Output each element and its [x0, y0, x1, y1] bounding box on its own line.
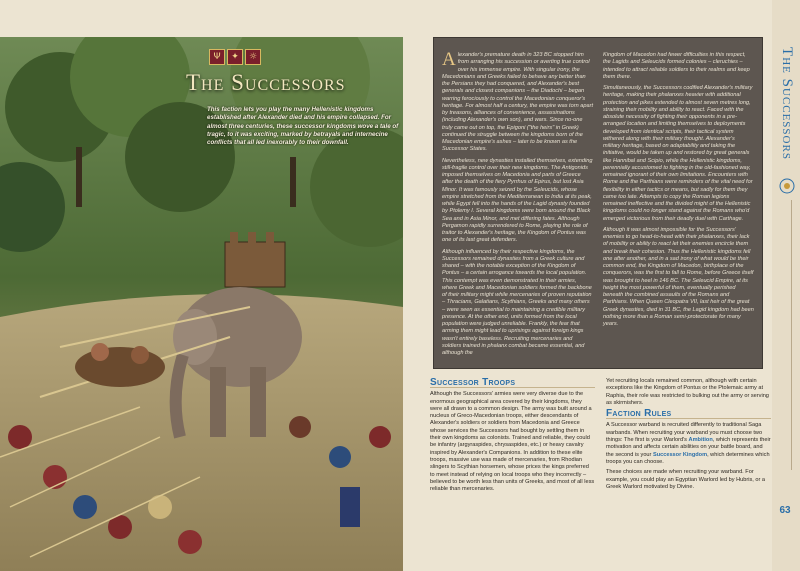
- history-paragraph: Kingdom of Macedon had fewer difficulties in this respect, the Lagids and Seleucids formed colonies – cleruchies – intended to attract reliable soldiers to their realms and keep them there.: [603, 52, 750, 80]
- history-column-right: [603, 52, 754, 361]
- sun-icon: ☼: [245, 49, 261, 65]
- ambition-term: Ambition: [688, 437, 713, 444]
- rules-intro: Yet recruiting locals remained common, although with certain exceptions like the Kingdom of Pontus or the Ptolemaic army at Raphia, their role was restricted to bulking out the army or serving as skirmishers.: [606, 378, 769, 406]
- history-panel: [433, 37, 763, 369]
- faction-emblems: [209, 49, 261, 65]
- history-column-left: [442, 49, 593, 361]
- intro-text: This faction lets you play the many Hellenistic kingdoms established after Alexander died and his empire collapsed. For almost three centuries, these successor kingdoms wove a tale of tragic, to it was exciting, marked by betrayals and internecine conflicts that all led inexorably to their downfall.: [207, 106, 399, 147]
- troops-section: [430, 379, 595, 496]
- rules-paragraph: A Successor warband is recruited differently to traditional Saga warbands. When recruiting your warband you must choose two things: The first is your Warlord's Ambition, which represents their motivation and affects certain abilities on your battle board, and the second is your Successor Kingdom, which determines which troops you can choose.: [606, 422, 771, 465]
- side-divider: [791, 200, 792, 470]
- history-paragraph: Although influenced by their respective kingdoms, the Successors remained dynasties from a Greek culture and shared – with the notable exception of the Kingdom of Pontus – a certain arrogance towards the local population. This contempt was even demonstrated in their armies, where Greek and Macedonian soldiers formed the backbone of their military might while mercenaries of proven reputation – Thracians, Galatians, Scythians, Greeks and many others – were seen as essential to maintaining a credible military presence. At the other end, units formed from the local population were judged unreliable. Frankly, the fear that arming them might lead to uprisings against foreign kings wasn't entirely baseless. Recruiting mercenaries and soldiers trained in phalanx combat became essential, and although the: [442, 248, 592, 356]
- history-paragraph: lexander's premature death in 323 BC stopped him from arranging his succession or averting true control over his immense empire. With singular irony, the Macedonians and Greeks failed to behave any better than the Persians they had conquered, and Alexander's best generals and closest companions – the Diadochi – began warring ferociously to control the Macedonian conqueror's heritage. For almost half a century, the empire was torn apart by treasons, alliances of convenience, assassinations (including Alexander's own son), and wars. Since no-one truly came out on top, the Epigoni ("the heirs" in Greek) continued the struggle between the kingdoms born of the Macedonian empire's ashes – later to be known as the Successor States.: [442, 52, 593, 153]
- page-title: The Successors: [186, 70, 346, 95]
- troops-text: Although the Successors' armies were very diverse due to the enormous geographical area covered by their kingdoms, they were all drawn to a common design. The army was built around a nucleus of Greco-Macedonian troops, either descendants of Alexander's soldiers or soldiers from Macedonia and Greece whose services the Successors had bought by settling them in their own kingdoms as colonists. Trained and reliable, they could be infantry (argyraspides, chrysaspides, etc.) or heavy cavalry inspired by Alexander's Companions. In addition to these elite troops, massive use was made of mercenaries, from Rhodian slingers to Scythian horsemen, whose prices the kings preferred to meet instead of relying on local troops who they incorrectly – believed to be worth less than units of Greeks, and most of all less reliable than mercenaries.: [430, 391, 595, 493]
- rules-paragraph: These choices are made when recruiting your warband. For example, you could play an Egyptian Warlord led by Hubris, or a Greek Warlord motivated by Divine.: [606, 469, 765, 490]
- dropcap: A: [442, 49, 456, 70]
- page-number: 63: [779, 505, 791, 516]
- history-paragraph: Nevertheless, new dynasties installed themselves, extending still-fragile control over their new kingdoms. The Antigonids imposed themselves on Macedonia and parts of Greece after the death of the fiery Pyrrhus of Epirus, but lost Asia Minor. It was famously seized by the Seleucids, whose empire stretched from the Mediterranean to India at its peak, while Egypt fell into the hands of the Lagid dynasty founded by Ptolemy I. Several kingdoms were born around the Black Sea and in Asia Minor, and met differing fates. Although Pergamon rapidly surrendered to Rome, playing the role of traitor to Alexander's heritage, the Kingdom of Pontus was one of its last great defenders.: [442, 157, 593, 244]
- star-icon: ✦: [227, 49, 243, 65]
- side-tab: [772, 0, 800, 571]
- history-paragraph: Although it was almost impossible for the Successors' enemies to go head-to-head with their phalanxes, their lack of mobility or ability to react let their enemies encircle them and break their cohesion. Thus the Hellenistic kingdoms fell one after another, and in a sad irony of what would be their common end, the Kingdom of Macedon, birthplace of the conquerors, was the first to fall to Rome, before Greece itself was brought to heel in 146 BC. The Seleucid Empire, at its height the most powerful of them, eventually perished beneath the combined assaults of the Romans and Parthians. When Queen Cleopatra VII, last heir of the great Greek dynasties, died in 31 BC, the Lagid kingdom had been nothing more than a Roman semi-protectorate for many years.: [603, 226, 754, 327]
- rules-section: [606, 378, 771, 494]
- successor-kingdom-term: Successor Kingdom: [652, 451, 708, 458]
- troops-heading: Successor Troops: [430, 379, 595, 388]
- history-paragraph: Simultaneously, the Successors codified Alexander's military heritage, making their phalanxes heavier with additional protection and pikes extended to almost seven metres long, straining their mobility and ability to react. Faced with the absolute necessity of fighting their opponents in a pre-arranged location and limiting themselves to deployments developed from identical scripts, their tactical system withered along with their military thought. Alexander's military heritage, based on adaptability and taking the initiative, would be taken up and restored by great generals like Hannibal and Scipio, while the Hellenistic kingdoms, perennially accustomed to fighting in the old-fashioned way, remained ignorant of their own limitations. Encounters with Rome and the Parthians were reminders of the vital need for flexibility in either tactics or means, but sadly for them they came too late. Attempts to copy the Roman legions remained ineffective and the divided might of the Hellenistic kingdoms could no longer stand against the Romans who'd emerged victorious from their deadly duel with Carthage.: [603, 85, 753, 222]
- side-label: The Successors: [778, 46, 795, 160]
- rules-heading: Faction Rules: [606, 410, 771, 419]
- sun-emblem-icon: [779, 178, 795, 194]
- trident-icon: Ψ: [209, 49, 225, 65]
